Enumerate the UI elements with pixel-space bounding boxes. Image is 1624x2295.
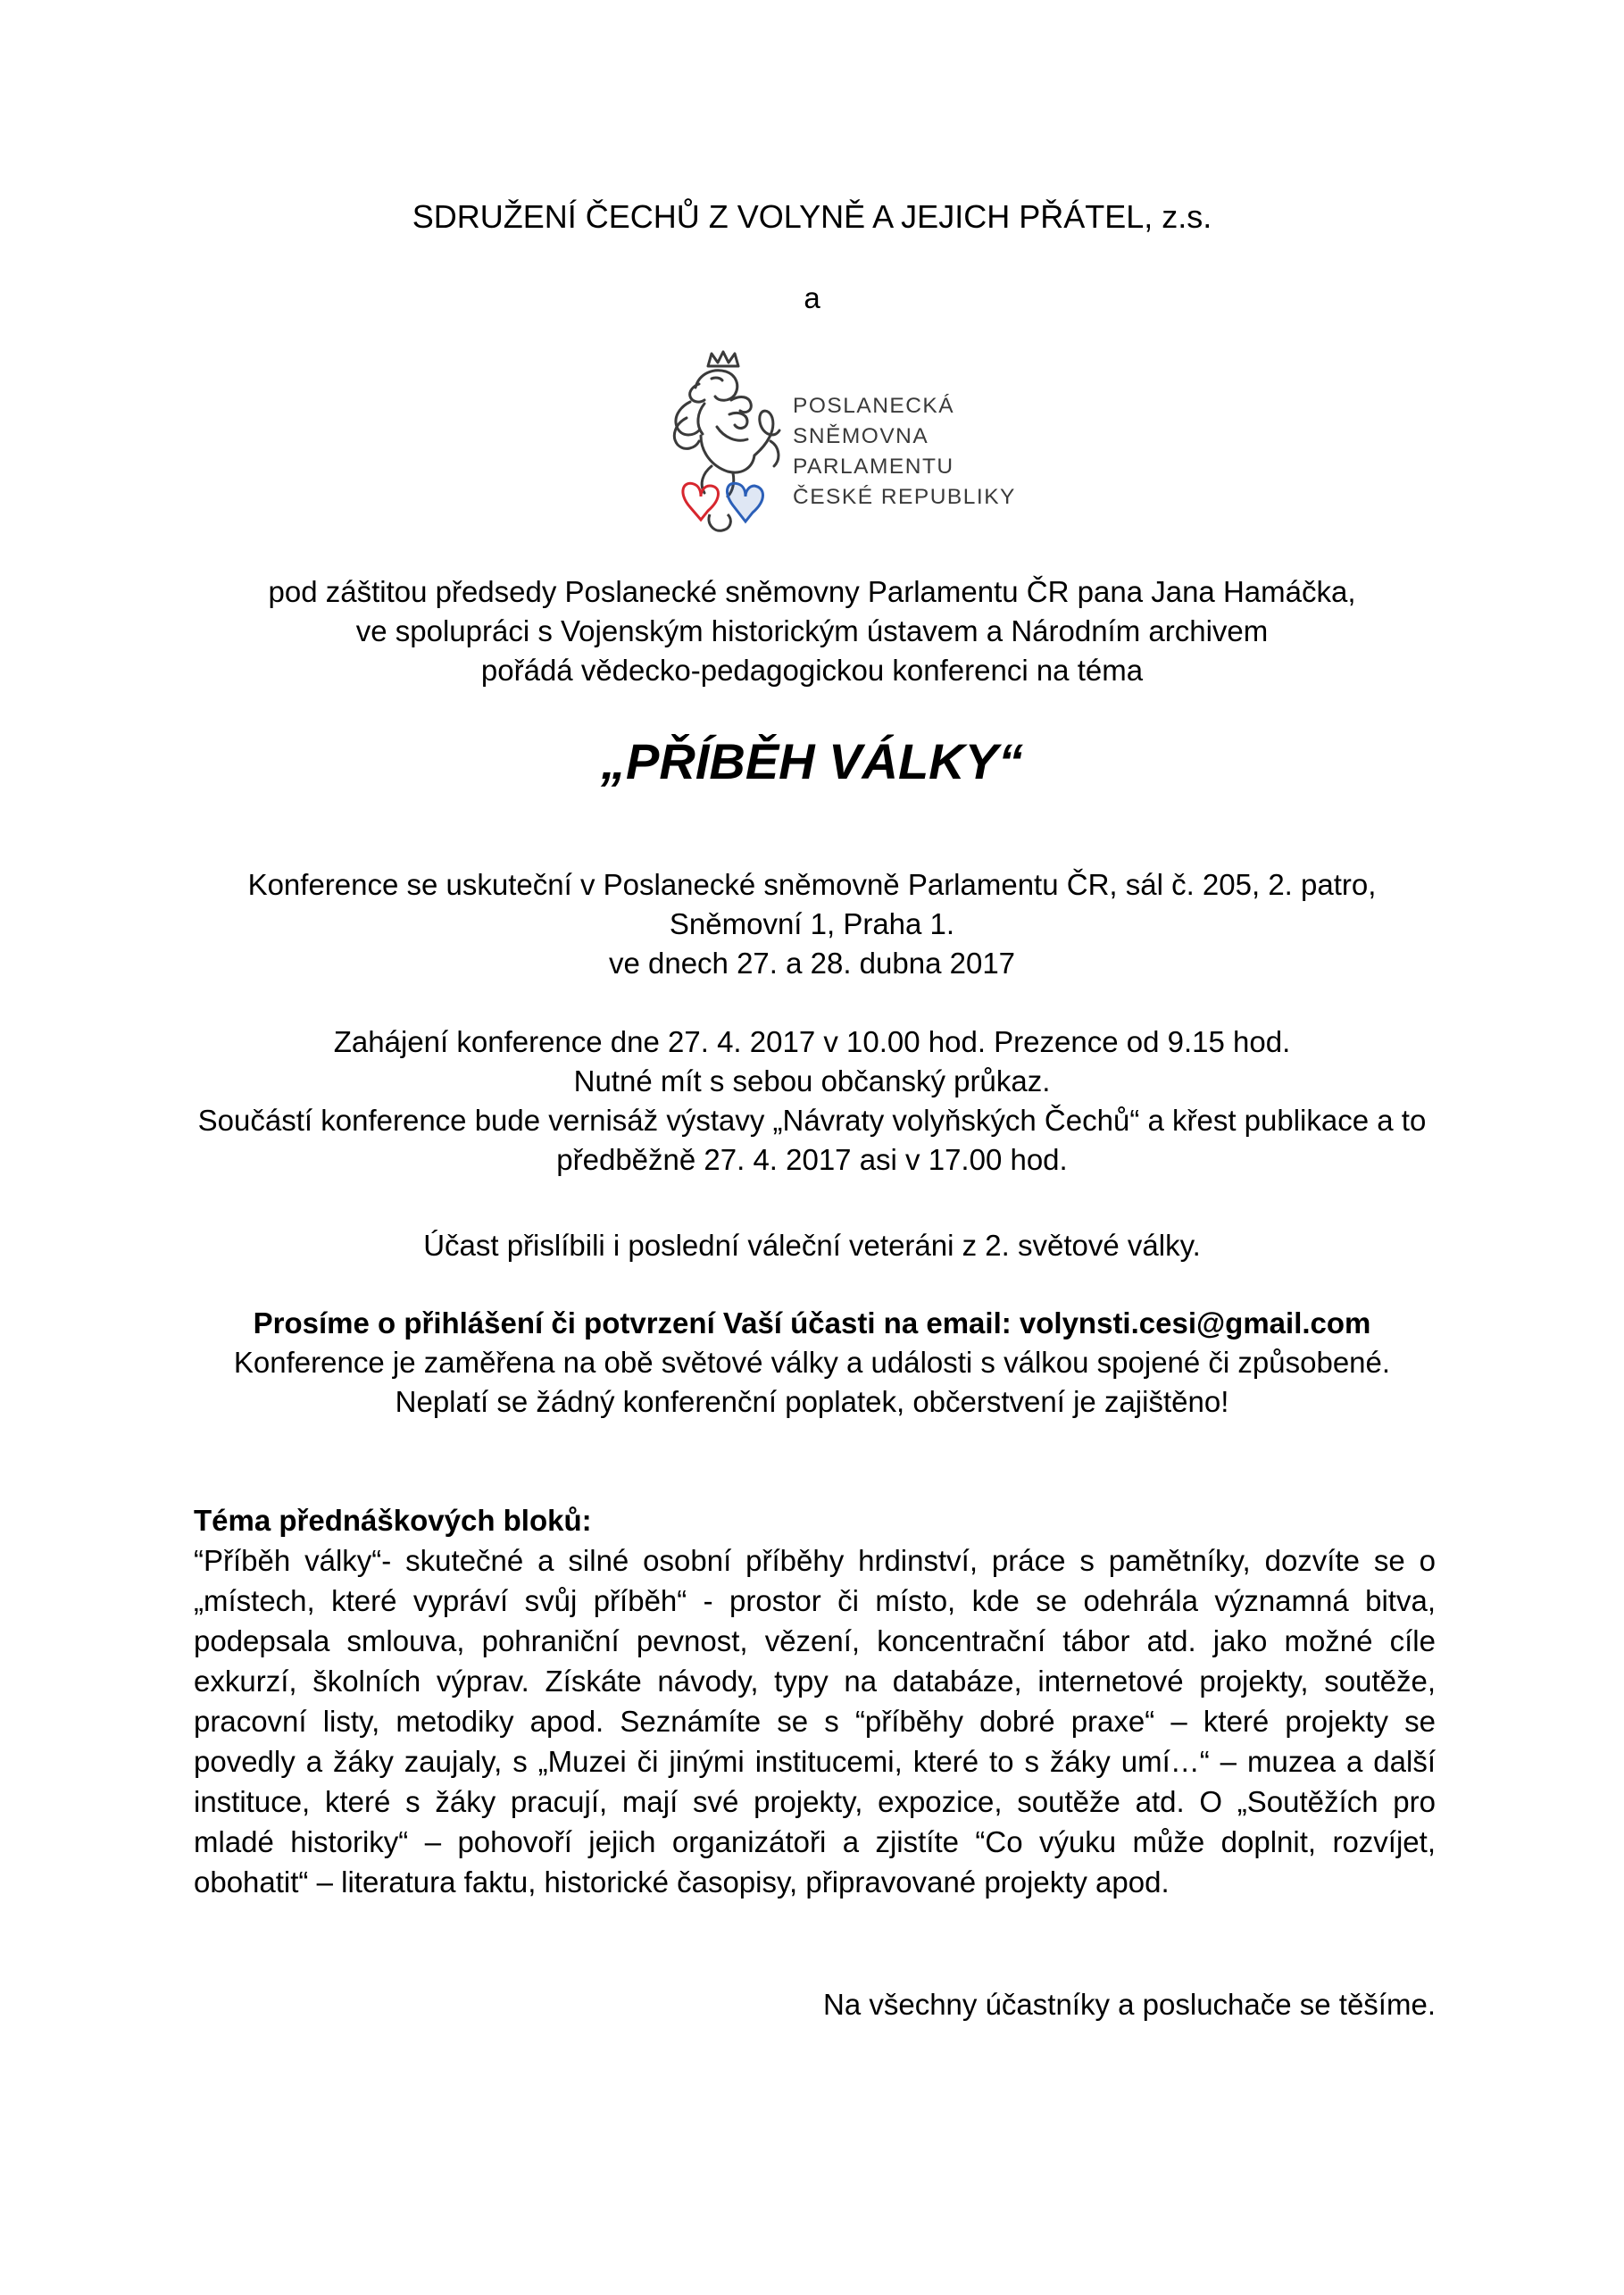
opening-line: Zahájení konference dne 27. 4. 2017 v 10.00 hod. Prezence od 9.15 hod.: [333, 1025, 1291, 1058]
logo-line: SNĚMOVNA: [793, 424, 929, 448]
topics-heading: Téma přednáškových bloků:: [194, 1504, 592, 1537]
intro-line: ve spolupráci s Vojenským historickým ústavem a Národním archivem: [355, 614, 1269, 647]
intro-paragraph: [0, 572, 1624, 690]
conjunction-text: a: [804, 281, 820, 314]
closing-line: Na všechny účastníky a posluchače se těšíme.: [822, 1988, 1436, 2021]
logo-line: ČESKÉ REPUBLIKY: [793, 485, 1016, 509]
organization-name: SDRUŽENÍ ČECHŮ Z VOLYNĚ A JEJICH PŘÁTEL, z.s.: [412, 198, 1212, 235]
opening-line: Nutné mít s sebou občanský průkaz.: [573, 1064, 1051, 1097]
registration-paragraph: [0, 1304, 1624, 1422]
venue-paragraph: [0, 865, 1624, 983]
conference-title: „PŘÍBĚH VÁLKY“: [601, 733, 1023, 789]
topics-body: “Příběh války“- skutečné a silné osobní příběhy hrdinství, práce s pamětníky, dozvíte se o „místech, které vypráví svůj příběh“ - prostor či místo, kde se odehrála významná bitva, podepsala smlouva, pohraniční pevnost, vězení, koncentrační tábor atd. jako možné cíle exkurzí, školních výprav. Získáte návody, typy na databáze, internetové projekty, soutěže, pracovní listy, metodiky apod. Seznámíte se s “příběhy dobré praxe“ – které projekty se povedly a žáky zaujaly, s „Muzei či jinými institucemi, které to s žáky umí…“ – muzea a další instituce, které s žáky pracují, mají své projekty, expozice, soutěže atd. O „Soutěžích pro mladé historiky“ – pohovoří jejich organizátoři a zjistíte “Co výuku může doplnit, rozvíjet, obohatit“ – literatura faktu, historické časopisy, připravované projekty apod.: [194, 1544, 1436, 1899]
intro-line: pod záštitou předsedy Poslanecké sněmovny Parlamentu ČR pana Jana Hamáčka,: [268, 575, 1356, 608]
logo-line: POSLANECKÁ: [793, 394, 955, 418]
venue-line: Konference se uskuteční v Poslanecké sněmovně Parlamentu ČR, sál č. 205, 2. patro,: [247, 868, 1377, 901]
veterans-note: Účast přislíbili i poslední váleční veteráni z 2. světové války.: [423, 1229, 1201, 1262]
czech-parliament-lion-icon: [637, 348, 788, 540]
venue-line: Sněmovní 1, Praha 1.: [669, 907, 955, 940]
registration-prompt: Prosíme o přihlášení či potvrzení Vaší účasti na email: volynsti.cesi@gmail.com: [253, 1306, 1371, 1339]
registration-line: Konference je zaměřena na obě světové války a události s válkou spojené či způsobené.: [233, 1346, 1391, 1379]
logo-line: PARLAMENTU: [793, 455, 954, 479]
parliament-logo: [637, 348, 1016, 540]
opening-line: Součástí konference bude vernisáž výstavy „Návraty volyňských Čechů“ a křest publikace a to: [197, 1104, 1427, 1137]
opening-paragraph: [0, 1022, 1624, 1180]
registration-line: Neplatí se žádný konferenční poplatek, občerstvení je zajištěno!: [395, 1385, 1229, 1418]
intro-line: pořádá vědecko-pedagogickou konferenci na téma: [480, 654, 1144, 687]
venue-line: ve dnech 27. a 28. dubna 2017: [608, 947, 1016, 980]
opening-line: předběžně 27. 4. 2017 asi v 17.00 hod.: [556, 1143, 1068, 1176]
parliament-name: [793, 391, 1016, 513]
